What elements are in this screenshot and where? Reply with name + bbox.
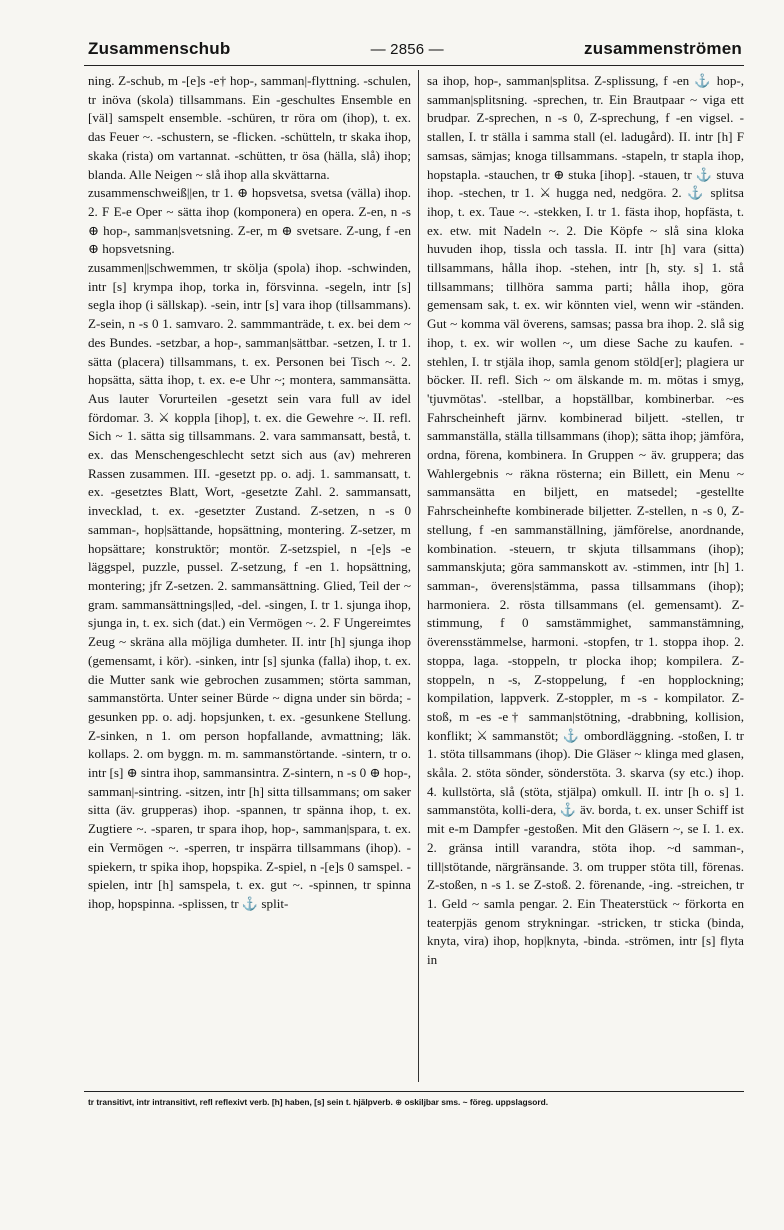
page-number: — 2856 — xyxy=(370,40,444,58)
entry-paragraph: zusammenschweiß||en, tr 1. ⊕ hopsvetsa, svetsa (välla) ihop. 2. F E-e Oper ~ sätta ihop (komponera) en opera. Z-en, n -s ⊕ hop-, samman|svetsning. Z-er, m ⊕ svetsare. Z-ung, f -en ⊕ hopsvetsning. xyxy=(88,185,411,257)
entry-paragraph: ning. Z-schub, m -[e]s -e† hop-, samman|-flyttning. -schulen, tr inöva (skola) tillsammans. Ein -geschultes Ensemble en [väl] samspelt ensemble. -schüren, tr röra om (ihop), t. ex. das Feuer ~. -schustern, se -flicken. -schütteln, tr skaka ihop, skaka (rista) om vartannat. -schütten, tr ösa (hälla, slå) ihop; blanda. Alle Neigen ~ slå ihop alla skvättarna. xyxy=(88,73,411,182)
left-column xyxy=(88,72,411,1080)
entry-paragraph: sa ihop, hop-, samman|splitsa. Z-splissung, f -en ⚓ hop-, samman|splitsning. -sprechen, tr. Ein Brautpaar ~ viga ett brudpar. Z-sprechen, n -s 0, Z-sprechung, f -en vigsel. -stallen, I. tr ställa i samma stall (el. ladugård). II. intr [h] F samsas, sämjas; knoga tillsammans. -stapeln, tr stapla ihop, hopstapla. -stauchen, tr ⊕ stuka [ihop]. -stauen, tr ⚓ stuva ihop. -stechen, tr 1. ⚔ hugga ned, nedgöra. 2. ⚓ splitsa ihop, t. ex. Taue ~. -stekken, I. tr 1. fästa ihop, hopfästa, t. ex. etw. mit Nadeln ~. 2. Die Köpfe ~ slå sina kloka huvuden ihop, tissla och tassla. II. intr [h] vara (sitta) tillsammans, hålla ihop. -stehen, intr [h, sty. s] 1. stå tillsammans; tillhöra samma parti; hålla ihop, göra gemensam sak, t. ex. wir könnten viel, wenn wir -ständen. Gut ~ komma väl överens, samsas; passa bra ihop. 2. slå sig ihop, t. ex. wir wollen ~, um diese Sache zu kaufen. -stehlen, I. tr stjäla ihop, samla genom stöld[er]; plagiera ur böcker. II. refl. Sich ~ om älskande m. m. mötas i smyg, 'tjuvmötas'. -stellbar, a hopställbar, kombinerbar. ~es Fahrscheinheft järnv. kombinerad biljett. -stellen, tr sammanställa, ställa tillsammans (ihop); sätta ihop; jämföra, ordna, förena, kombinera. In Gruppen ~ äv. gruppera; das Wahlergebnis ~ räkna rösterna; ein Billett, ein Menu ~ sammansätta en biljett, en matsedel; -gestellte Fahrscheinhefte kombinerade biljetter. Z-stellen, n -s 0, Z-stellung, f -en sammanställning, jämförelse, anordnande, kombination. -steuern, tr skjuta tillsammans (ihop); sammanskjuta; göra sammanskott av. -stimmen, intr [h] 1. samman-, överens|stämma, passa tillsammans (ihop); harmoniera. 2. rösta tillsammans (el. gemensamt). Z-stimmung, f 0 samstämmighet, sammanstämning, överensstämmelse, harmoni. -stopfen, tr 1. stoppa ihop. 2. stoppa, laga. -stoppeln, tr plocka ihop; kompilera. Z-stoppeln, n -s, Z-stoppelung, f -en hopplockning; kompilation, lappverk. Z-stoppler, m -s - kompilator. Z-stoß, m -es -e† samman|stötning, -drabbning, kollision, konflikt; ⚔ sammanstöt; ⚓ ombordläggning. -stoßen, I. tr 1. stöta tillsammans (ihop). Die Gläser ~ klinga med glasen, skåla. 2. stöta sönder, sönderstöta. 3. skarva (sy etc.) ihop. 4. kullstörta, slå (stöta, stjälpa) omkull. II. intr [h o. s] 1. sammanstöta, kolli-dera, ⚓ äv. borda, t. ex. unser Schiff ist mit e-m Dampfer -gestoßen. Mit den Gläsern ~, se I. 1. ex. 2. gränsa intill varandra, stöta ihop. ~d samman-, till|stötande, närgränsande. 3. om trupper stöta till, förenas. Z-stoßen, n -s 1. se Z-stoß. 2. förenande, -ing. -streichen, tr 1. Geld ~ samla pengar. 2. Ein Theaterstück ~ förkorta en teaterpjäs genom strykningar. -stricken, tr sticka (binda, knyta, vira) ihop, hop|knyta, -binda. -strömen, intr [s] flyta in xyxy=(427,73,744,968)
right-column xyxy=(427,72,744,1080)
running-head xyxy=(88,36,742,62)
abbreviation-legend: tr transitivt, intr intransitivt, refl reflexivt verb. [h] haben, [s] sein t. hjälpverb. ⊕ oskiljbar sms. ~ föreg. uppslagsord. xyxy=(88,1097,549,1107)
header-rule xyxy=(84,65,744,66)
entry-paragraph: zusammen||schwemmen, tr skölja (spola) ihop. -schwinden, intr [s] krympa ihop, torka in, försvinna. -segeln, intr [s] segla ihop (i sällskap). -sein, intr [s] vara ihop (tillsammans). Z-sein, n -s 0 1. samvaro. 2. sammmanträde, t. ex. bei dem ~ des Bundes. -setzbar, a hop-, samman|sättbar. -setzen, I. tr 1. sätta (placera) tillsammans, t. ex. Personen bei Tisch ~. 2. hopsätta, sätta ihop, t. ex. e-e Uhr ~; montera, sammansätta. Aus lauter Vorurteilen -gesetzt sein vara full av idel fördomar. 3. ⚔ koppla [ihop], t. ex. die Gewehre ~. II. refl. Sich ~ 1. sätta sig tillsammans. 2. vara sammansatt, bestå, t. ex. das Menschengeschlecht setzt sich aus (av) mehreren Rassen zusammen. III. -gesetzt pp. o. adj. 1. sammansatt, t. ex. -gesetztes Blatt, Wort, -gesetzte Zahl. 2. sammansatt, invecklad, t. ex. -gesetzter Zustand. Z-setzen, n -s 0 samman-, hop|sättande, hopsättning, montering. Z-setzer, m hopsättare; konstruktör; montör. Z-setzspiel, n -[e]s -e läggspel, puzzle, pussel. Z-setzung, f -en 1. hopsättning, montering; jfr Z-setzen. 2. sammansättning. Glied, Teil der ~ gram. sammansättnings|led, -del. -singen, I. tr 1. sjunga ihop, sjunga in, t. ex. sich (dat.) ein Vermögen ~. 2. F Ungereimtes Zeug ~ skräna alla möjliga dumheter. II. intr [h] sjunga ihop (gemensamt, i kör). -sinken, intr [s] sjunka (falla) ihop, t. ex. die Mutter sank wie gebrochen zusammen; störta samman, sammanstörta. Unter seiner Bürde ~ digna under sin börda; -gesunken pp. o. adj. hopsjunken, t. ex. -gesunkene Stellung. Z-sinken, n 1. om person hopfallande, avmattning; läk. kollaps. 2. om byggn. m. m. sammanstörtande. -sintern, tr o. intr [s] ⊕ sintra ihop, sammansintra. Z-sintern, n -s 0 ⊕ hop-, samman|-sintring. -sitzen, intr [h] sitta tillsammans; om saker sitta (äv. grupperas) ihop. -spannen, tr spänna ihop, t. ex. Zugtiere ~. -sparen, tr spara ihop, hop-, samman|spara, t. ex. ein Vermögen ~. -sperren, tr inspärra tillsammans (ihop). -spiekern, tr spika ihop, hopspika. Z-spiel, n -[e]s 0 samspel. -spielen, intr [h] samspela, t. ex. gut ~. -spinnen, tr spinna ihop, hopspinna. -splissen, tr ⚓ split- xyxy=(88,260,411,911)
footer-rule xyxy=(84,1091,744,1092)
column-divider xyxy=(418,70,419,1082)
header-right-word: zusammenströmen xyxy=(584,39,742,58)
header-left-word: Zusammenschub xyxy=(88,39,231,58)
